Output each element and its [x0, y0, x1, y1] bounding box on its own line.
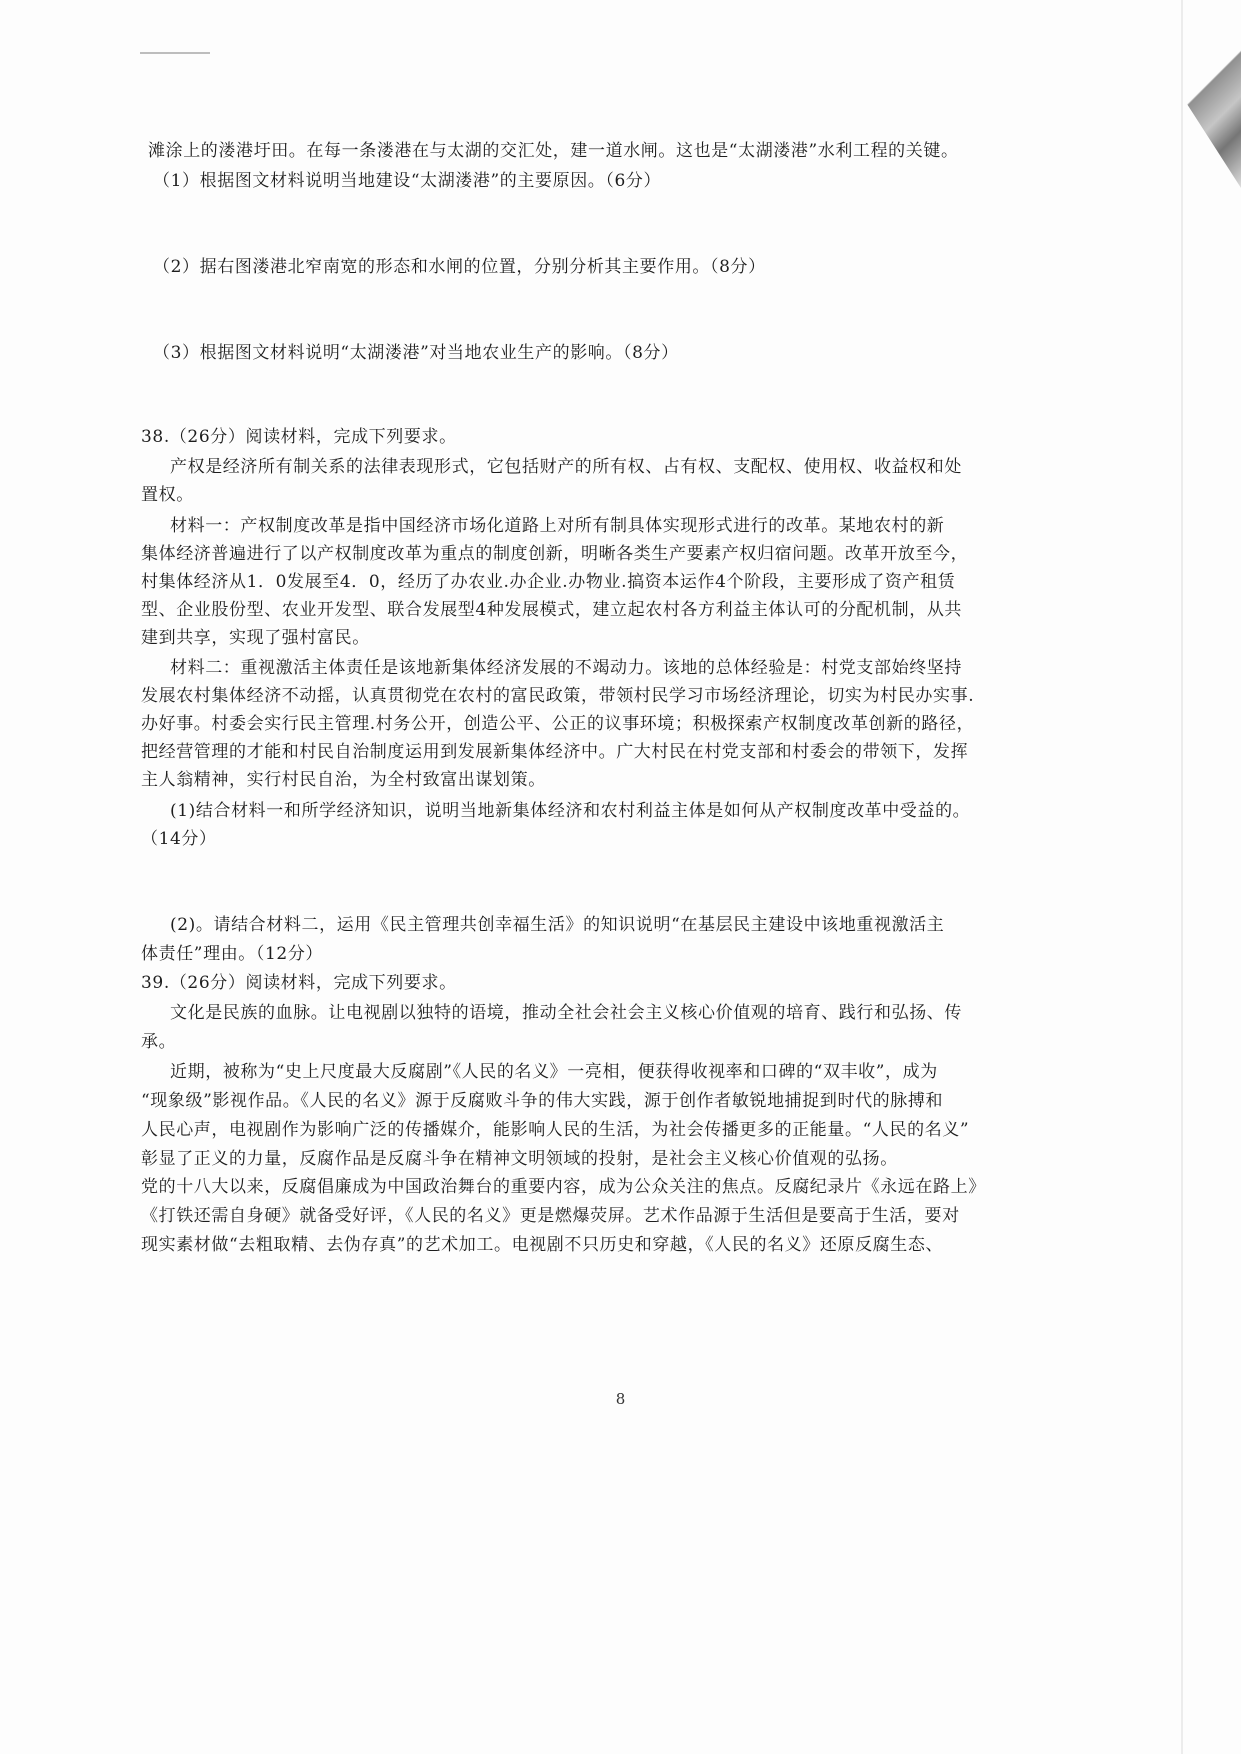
question-3: （3）根据图文材料说明“太湖溇港”对当地农业生产的影响。（8分）: [153, 343, 679, 363]
text-line: 现实素材做“去粗取精、去伪存真”的艺术加工。电视剧不只历史和穿越，《人民的名义》还原反腐生态、: [141, 1235, 944, 1255]
question-2: （2）据右图溇港北窄南宽的形态和水闸的位置，分别分析其主要作用。（8分）: [153, 257, 766, 277]
text-line: 产权是经济所有制关系的法律表现形式，它包括财产的所有权、占有权、支配权、使用权、收益权和处: [170, 457, 962, 477]
text-line: 人民心声，电视剧作为影响广泛的传播媒介，能影响人民的生活，为社会传播更多的正能量。“人民的名义”: [141, 1120, 970, 1140]
material-one: 材料一：产权制度改革是指中国经济市场化道路上对所有制具体实现形式进行的改革。某地农村的新: [170, 516, 945, 536]
top-rule: [140, 52, 210, 54]
page-number: 8: [615, 1390, 626, 1408]
scan-edge-shadow: [1181, 0, 1183, 1754]
text-line: 建到共享，实现了强村富民。: [141, 628, 370, 648]
text-line: 体责任”理由。（12分）: [141, 944, 324, 964]
question-39-heading: 39.（26分）阅读材料，完成下列要求。: [141, 973, 457, 993]
question-38-heading: 38.（26分）阅读材料，完成下列要求。: [141, 427, 457, 447]
page-corner-fold: [1151, 48, 1241, 188]
text-line: 村集体经济从1．0发展至4．0，经历了办农业.办企业.办物业.搞资本运作4个阶段，主要形成了资产租赁: [141, 572, 956, 592]
text-line: 文化是民族的血脉。让电视剧以独特的语境，推动全社会社会主义核心价值观的培育、践行和弘扬、传: [170, 1003, 962, 1023]
question-38-2: (2)。请结合材料二，运用《民主管理共创幸福生活》的知识说明“在基层民主建设中该地重视激活主: [170, 915, 945, 935]
text-line: （14分）: [141, 829, 217, 849]
text-line: 党的十八大以来，反腐倡廉成为中国政治舞台的重要内容，成为公众关注的焦点。反腐纪录片《永远在路上》: [141, 1177, 986, 1197]
text-line: 型、企业股份型、农业开发型、联合发展型4种发展模式，建立起农村各方利益主体认可的分配机制，从共: [141, 600, 963, 620]
text-line: “现象级”影视作品。《人民的名义》源于反腐败斗争的伟大实践，源于创作者敏锐地捕捉到时代的脉搏和: [141, 1091, 944, 1111]
text-line: 办好事。村委会实行民主管理.村务公开，创造公平、公正的议事环境；积极探索产权制度改革创新的路径，: [141, 714, 975, 734]
material-two: 材料二：重视激活主体责任是该地新集体经济发展的不竭动力。该地的总体经验是：村党支部始终坚持: [170, 658, 962, 678]
text-line: 置权。: [141, 485, 194, 505]
text-line: 近期，被称为“史上尺度最大反腐剧”《人民的名义》一亮相，便获得收视率和口碑的“双丰收”，成为: [170, 1062, 938, 1082]
text-line: 承。: [141, 1032, 177, 1052]
question-38-1: (1)结合材料一和所学经济知识，说明当地新集体经济和农村利益主体是如何从产权制度改革中受益的。: [170, 801, 971, 821]
text-line: 《打铁还需自身硬》就备受好评，《人民的名义》更是燃爆荧屏。艺术作品源于生活但是要高于生活，要对: [141, 1206, 960, 1226]
text-line: 主人翁精神，实行村民自治，为全村致富出谋划策。: [141, 770, 546, 790]
question-1: （1）根据图文材料说明当地建设“太湖溇港”的主要原因。（6分）: [153, 171, 662, 191]
text-line: 滩涂上的溇港圩田。在每一条溇港在与太湖的交汇处，建一道水闸。这也是“太湖溇港”水利工程的关键。: [148, 141, 959, 161]
text-line: 发展农村集体经济不动摇，认真贯彻党在农村的富民政策，带领村民学习市场经济理论，切实为村民办实事.: [141, 686, 975, 706]
text-line: 彰显了正义的力量，反腐作品是反腐斗争在精神文明领域的投射，是社会主义核心价值观的弘扬。: [141, 1149, 898, 1169]
text-line: 集体经济普遍进行了以产权制度改革为重点的制度创新，明晰各类生产要素产权归宿问题。改革开放至今，: [141, 544, 969, 564]
text-line: 把经营管理的才能和村民自治制度运用到发展新集体经济中。广大村民在村党支部和村委会的带领下，发挥: [141, 742, 969, 762]
